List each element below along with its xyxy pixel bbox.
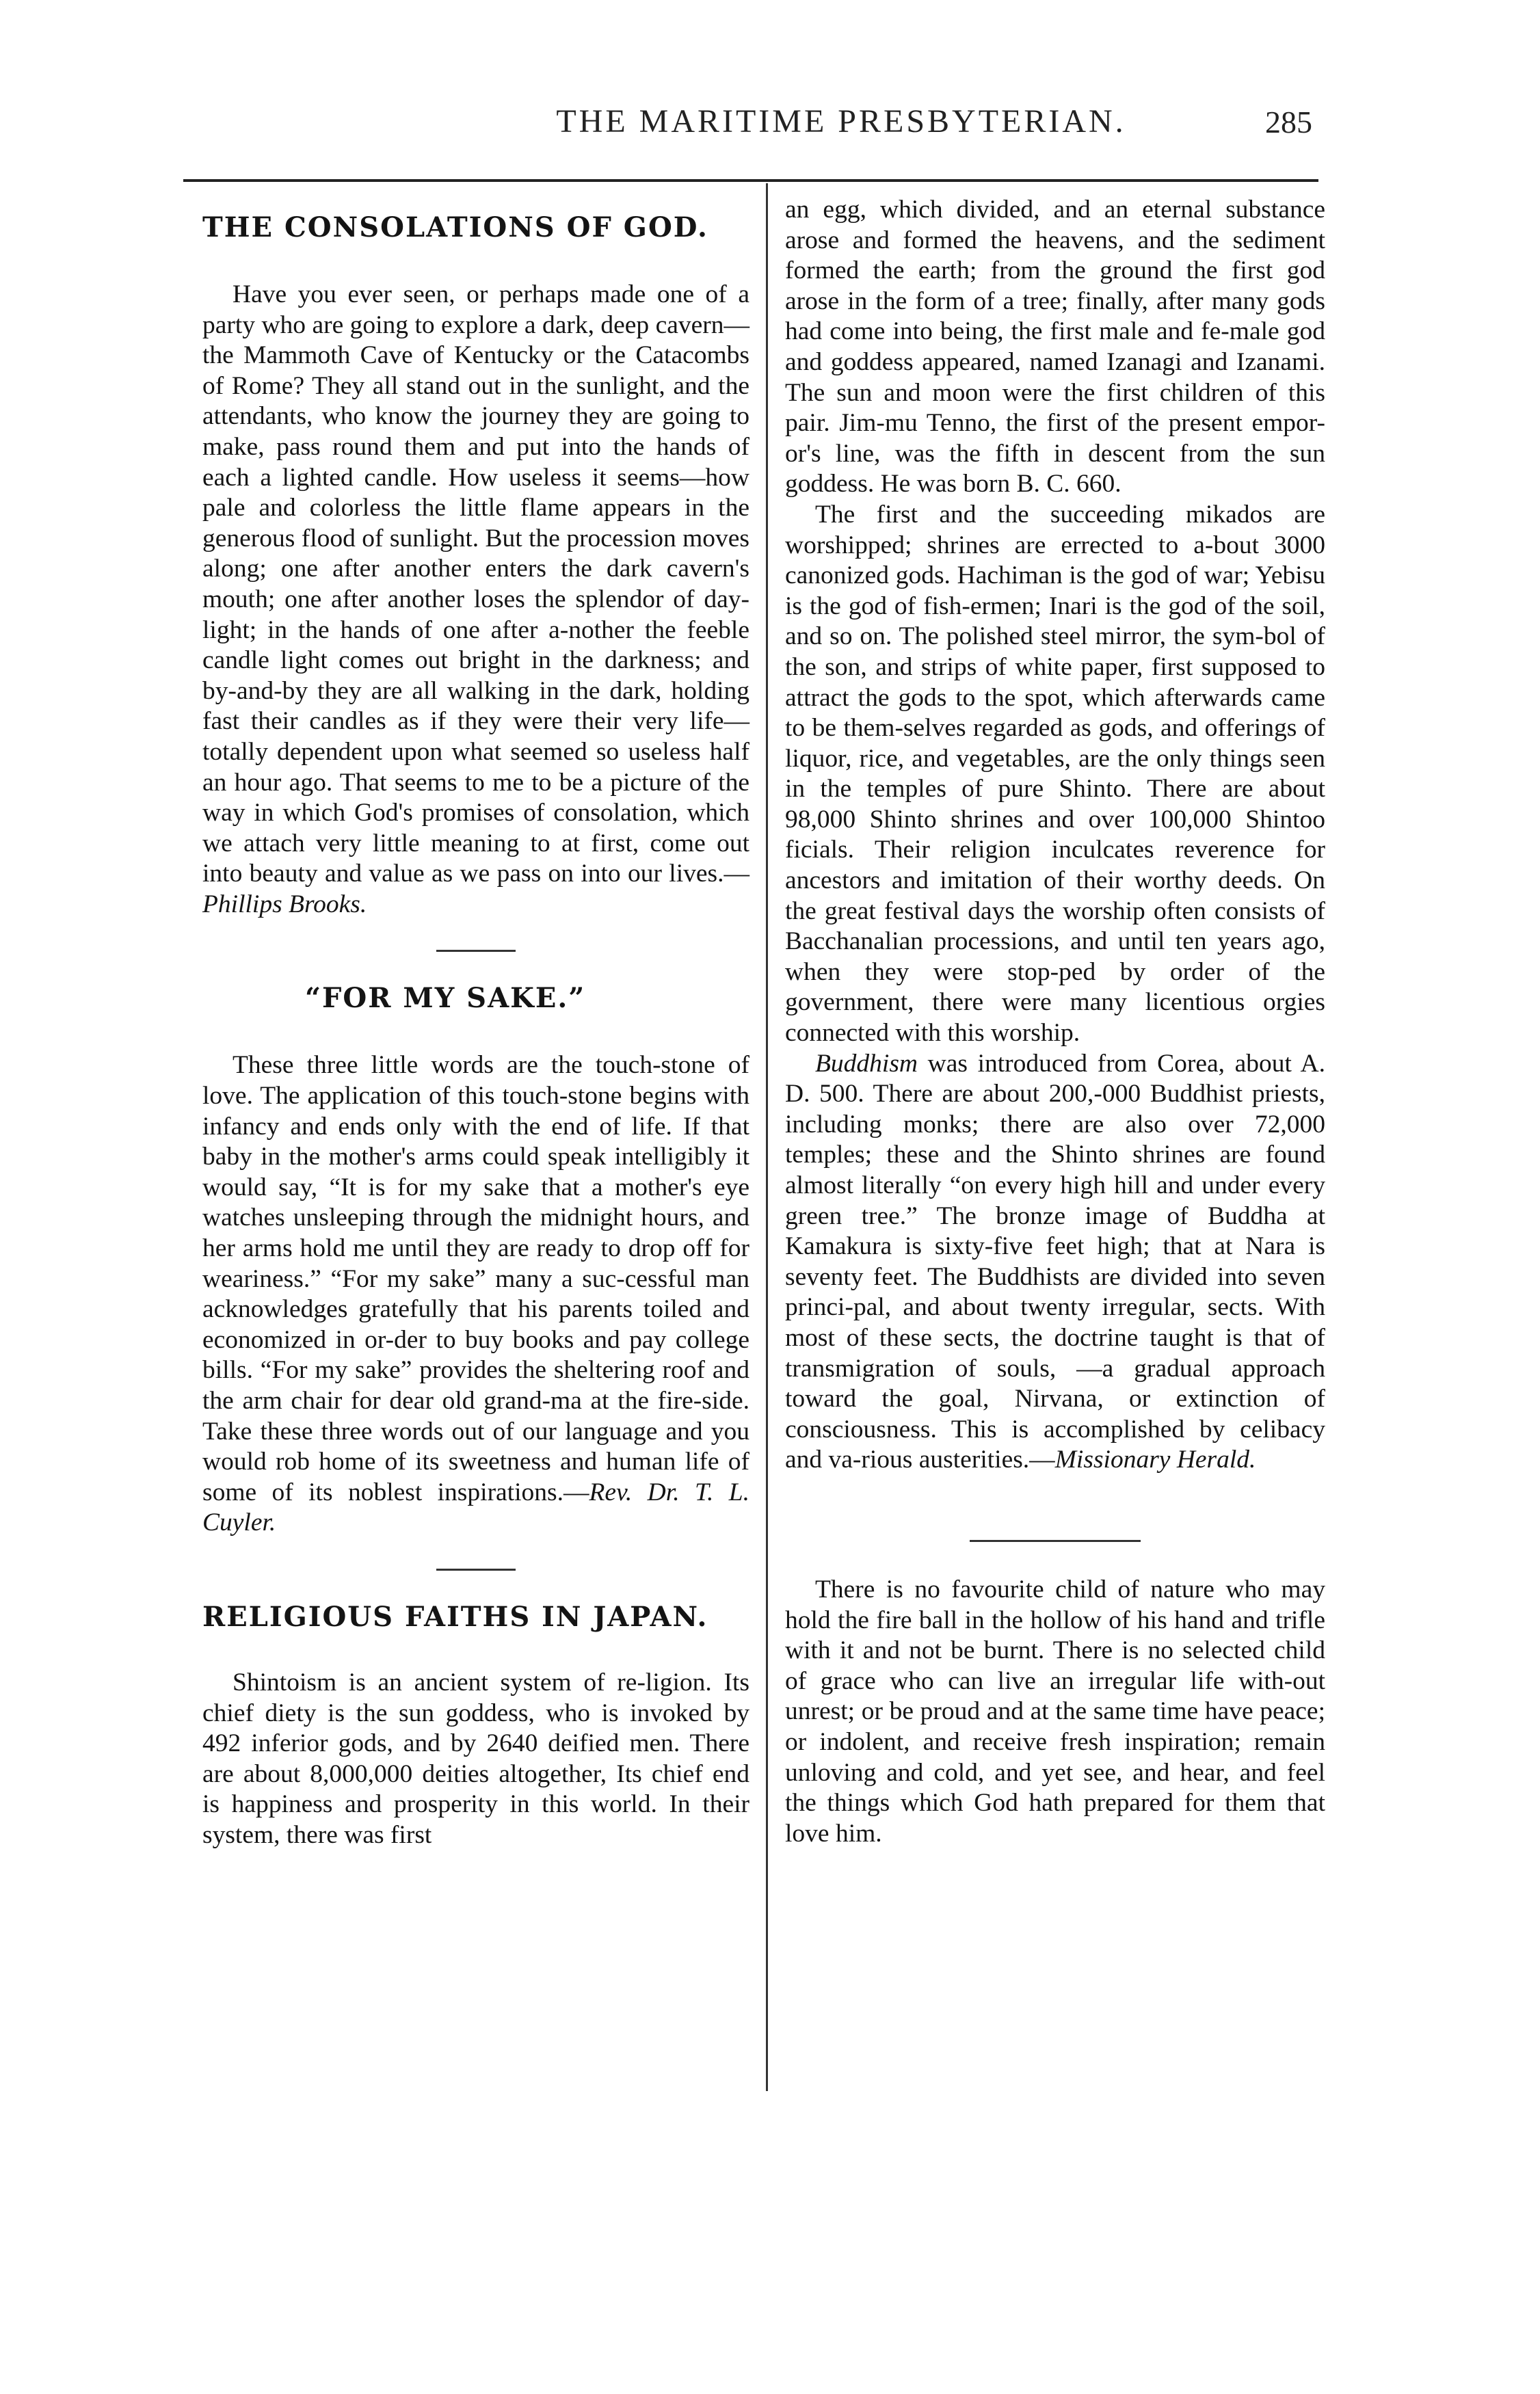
japan-shinto-paragraph: The first and the succeeding mikados are worshipped; shrines are errected to a-bout 3000 canonized gods. Hachiman is the god of war; Yebisu is the god of fish-ermen; Inari is the god of the soil, and so on. The polished steel mirror, the sym-bol of the son, and strips of white paper, first supposed to attract the gods to the spot, which afterwards came to be them-selves regarded as gods, and offerings of liquor, rice, and vegetables, are the only things seen in the temples of pure Shinto. There are about 98,000 Shinto shrines and over 100,000 Shintoo ficials. Their religion inculcates reverence for ancestors and imitation of their worthy deeds. On the great festival days the worship often consists of Bacchanalian processions, and until ten years ago, when they were stop-ped by order of the government, there were many licentious orgies connected with this worship. — [785, 500, 1325, 1048]
sake-body — [202, 1050, 749, 1539]
article-separator — [436, 950, 516, 952]
buddhism-text: was introduced from Corea, about A. D. 500. There are about 200,-000 Buddhist priests, including monks; there are also over 72,000 temples; these and the Shinto shrines are found almost literally “on every high hill and under every green tree.” The bronze image of Buddha at Kamakura is sixty-five feet high; that at Nara is seventy feet. The Buddhists are divided into seven princi-pal, and about twenty irregular, sects. With most of these sects, the doctrine taught is that of transmigration of souls, —a gradual approach toward the goal, Nirvana, or extinction of consciousness. This is accomplished by celibacy and va-rious austerities.— — [785, 1049, 1325, 1474]
page-number: 285 — [1265, 105, 1312, 139]
right-column — [785, 195, 1325, 1849]
consolations-author: Phillips Brooks. — [202, 890, 367, 918]
japan-body-start: Shintoism is an ancient system of re-ligion. Its chief diety is the sun goddess, who is invoked by 492 inferior gods, and by 2640 deified men. There are about 8,000,000 deities altogether, Its chief end is happiness and prosperity in this world. In their system, there was first — [202, 1668, 749, 1849]
sake-author: Rev. Dr. T. L. Cuyler. — [202, 1478, 749, 1537]
header-rule — [183, 179, 1318, 182]
running-title: THE MARITIME PRESBYTERIAN. — [556, 103, 1126, 139]
japan-body-continued: an egg, which divided, and an eternal substance arose and formed the heavens, and the sediment formed the earth; from the ground the first god arose in the form of a tree; finally, after many gods had come into being, the first male and fe-male god and goddess appeared, named Izanagi and Izanami. The sun and moon were the first children of this pair. Jim-mu Tenno, the first of the present empor-or's line, was the fifth in descent from the sun goddess. He was born B. C. 660. — [785, 196, 1325, 498]
column-divider — [766, 183, 768, 2091]
japan-title: RELIGIOUS FAITHS IN JAPAN. — [202, 1600, 708, 1633]
japan-author: Missionary Herald. — [1054, 1446, 1256, 1474]
nature-body: There is no favourite child of nature who may hold the fire ball in the hollow of his hand and trifle with it and not be burnt. There is no selected child of grace who can live an irregular life with-out unrest; or be proud and at the same time have peace; or indolent, and receive fresh inspiration; remain unloving and cold, and yet see, and hear, and feel the things which God hath prepared for them that love him. — [785, 1575, 1325, 1848]
sake-text: These three little words are the touch-stone of love. The application of this touch-stone begins with infancy and ends only with the end of life. If that baby in the mother's arms could speak intelligibly it would say, “It is for my sake that a mother's eye watches unsleeping through the midnight hours, and her arms hold me until they are ready to drop off for weariness.” “For my sake” many a suc-cessful man acknowledges gratefully that his parents toiled and economized in or-der to buy books and pay college bills. “For my sake” provides the sheltering roof and the arm chair for dear old grand-ma at the fire-side. Take these three words out of our language and you would rob home of its sweetness and human life of some of its noblest inspirations.— — [202, 1051, 749, 1506]
japan-buddhism-paragraph — [785, 1049, 1325, 1476]
left-column — [202, 195, 749, 1851]
consolations-body — [202, 280, 749, 920]
article-separator — [436, 1569, 516, 1571]
sake-title: “FOR MY SAKE.” — [305, 982, 586, 1015]
article-separator — [970, 1540, 1141, 1542]
buddhism-lead: Buddhism — [815, 1049, 918, 1078]
consolations-text: Have you ever seen, or perhaps made one of a party who are going to explore a dark, deep cavern— the Mammoth Cave of Kentucky or the Catacombs of Rome? They all stand out in the sunlight, and the attendants, who know the journey they are going to make, pass round them and put into the hands of each a lighted candle. How useless it seems—how pale and colorless the little flame appears in the generous flood of sunlight. But the procession moves along; one after another enters the dark cavern's mouth; one after another loses the splendor of day-light; in the hands of one after a-nother the feeble candle light comes out bright in the darkness; and by-and-by they are all walking in the dark, holding fast their candles as if they were their very life—totally dependent upon what seemed so useless half an hour ago. That seems to me to be a picture of the way in which God's promises of consolation, which we attach very little meaning to at first, come out into beauty and value as we pass on into our lives.— — [202, 280, 749, 888]
consolations-title: THE CONSOLATIONS OF GOD. — [202, 211, 708, 243]
